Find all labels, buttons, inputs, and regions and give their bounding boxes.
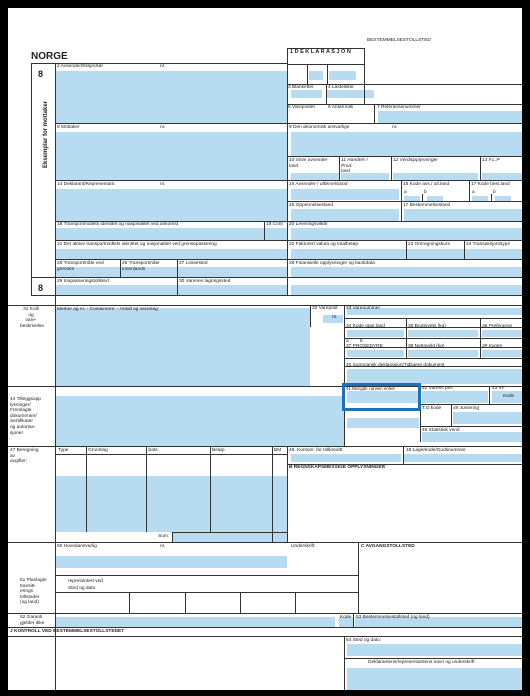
f34-label: 34 Kode oppr.land — [346, 324, 385, 329]
f27-label: 27 Lossested — [179, 261, 208, 266]
field-10[interactable] — [291, 173, 339, 180]
f36-label: 36 Preferanse — [482, 324, 513, 329]
f30-label: 30 Varenes lagringssted — [179, 279, 231, 284]
f17-a-label: a — [472, 190, 475, 195]
f15-b-label: b — [424, 190, 427, 195]
f40-label: 40 Summarisk deklarasjon/Tidligere dokument — [346, 363, 445, 368]
marks-label: Merker og nr. - Containernr. - Antall og vareslag — [57, 307, 158, 312]
f39-label: 39 Kvoter — [482, 344, 503, 349]
f51-label: 51 Planlagte transitt- erings tollsteder (og land) — [20, 578, 47, 606]
office-a-label: BESTEMMELSESTOLLSTED — [367, 38, 431, 43]
f15a-label: 15 Kode avs./ utl.land — [403, 182, 450, 187]
field-40[interactable] — [347, 369, 522, 384]
field-34[interactable] — [347, 330, 404, 337]
vareposter-field[interactable] — [291, 90, 322, 98]
type-label: Type — [58, 448, 69, 453]
f20-label: 20 Leveringsvilkår — [289, 222, 328, 227]
blanketter-label: 3 Blanketter — [288, 85, 314, 90]
field-44[interactable] — [55, 396, 344, 446]
f26-label: 26 Transportmåte innenlands — [122, 261, 160, 272]
f41-label: 41 Mengde i annen enhet — [346, 386, 395, 391]
f13-label: 13 F.L.P — [482, 158, 500, 163]
todkode-label: T.O.kode — [422, 406, 442, 411]
receiver-nr-label: nr. — [160, 125, 166, 130]
field-37[interactable] — [347, 350, 404, 357]
f47-label: 47 Beregning av avgifter: — [10, 448, 39, 465]
f17-b-label: b — [493, 190, 496, 195]
f53-label: 53 Bestemmelsestollsted (og land) — [356, 615, 430, 620]
f46-label: 46 Statistisk verdi — [422, 428, 460, 433]
economic-label: 9 Den økonomisk ansvarlige — [289, 125, 350, 130]
f18-label: 18 Transportmidlets identitet og nasjonalitet ved ankomst — [57, 222, 179, 227]
grunnlag-label: Grunnlag — [88, 448, 108, 453]
f15-a-label: a — [404, 190, 407, 195]
side-label: Eksemplar for mottaker — [43, 100, 49, 168]
f19-label: 19 Cont — [266, 222, 283, 227]
f12-label: 12 Verdiopplysninger — [393, 158, 438, 163]
declarant-nr-label: nr. — [160, 182, 166, 187]
field-38[interactable] — [408, 350, 478, 357]
f43-label: 43 VF — [492, 386, 505, 391]
sum-label: Sum: — [158, 534, 170, 539]
receiver-label: 8 Mottaker — [57, 125, 80, 130]
f54b-label: Deklarantens/representantens navn og underskrift: — [368, 660, 476, 665]
country-label: NORGE — [31, 51, 68, 62]
place-date-label: Sted og dato: — [68, 586, 97, 591]
declarant-field[interactable] — [55, 189, 287, 221]
sender-nr-label: nr. — [160, 64, 166, 69]
field-42[interactable] — [422, 391, 488, 403]
antall-kolli-field[interactable] — [326, 90, 374, 98]
field-45[interactable] — [453, 412, 522, 424]
tax-calc-field[interactable] — [55, 476, 287, 532]
f17a-label: 17 Kode best.land — [471, 182, 510, 187]
field-50[interactable] — [55, 556, 287, 568]
referansenummer-label: 7 Referansenummer — [377, 105, 421, 110]
f54-label: 54 Sted og dato: — [346, 638, 382, 643]
declaration-title: 1 D E K L A R A S J O N — [290, 49, 351, 55]
f50-nr-label: nr. — [160, 544, 166, 549]
field-12[interactable] — [393, 173, 478, 180]
copy-number-bottom: 8 — [38, 283, 44, 293]
f21-label: 21 Det aktive transportmidlets identitet og nasjonalitet ved grensepassering — [57, 242, 217, 247]
represented-label: representert ved — [68, 579, 103, 584]
field-35[interactable] — [408, 330, 478, 337]
fj-label: J KONTROLL VED BESTEMMELSESTOLLSTEDET — [10, 629, 125, 634]
f52-label: 52 Garanti gjelder ikke — [20, 615, 45, 626]
underskrift-label: Underskrift: — [291, 544, 316, 549]
f22-label: 22 Fakturert valuta og totalbeløp — [289, 242, 359, 247]
f32-label: 32 Varepost — [312, 306, 338, 311]
f42-label: 42 Varens pris — [422, 386, 453, 391]
vareposter-label: 5 Vareposter — [288, 105, 316, 110]
kode-label: Kode — [340, 615, 352, 620]
field-13[interactable] — [482, 173, 522, 180]
f16-label: 16 Opprinnelsesland — [289, 203, 334, 208]
f33-label: 33 Varenummer — [346, 306, 381, 311]
f17-label: 17 Bestemmelsesland — [403, 203, 451, 208]
sum-field[interactable] — [172, 532, 287, 542]
f28-label: 28 Finansielle opplysninger og bankdata — [289, 261, 375, 266]
field-52[interactable] — [55, 617, 335, 627]
f38-label: 38 Nettovekt (kg) — [408, 344, 445, 349]
sender-label: 2 Avsender/Eksportør — [57, 64, 104, 69]
field-28[interactable] — [291, 267, 522, 277]
declarant-label: 14 Deklarant/Representant — [57, 182, 115, 187]
f24-label: 24 Transaksjonstype — [466, 242, 510, 247]
field-17[interactable] — [404, 209, 522, 221]
field-48[interactable] — [291, 454, 401, 462]
bm-label: BM — [274, 448, 282, 453]
field-18[interactable] — [55, 228, 287, 240]
field-28-lower[interactable] — [291, 285, 522, 295]
f15-label: 15 Avsender-/ utførselsland — [289, 182, 348, 187]
f43-code-label: Kode — [503, 394, 515, 399]
f31-label: 31 Kolli og vare- beskrivelse — [20, 307, 44, 329]
f34b-label: b — [360, 339, 363, 344]
f48-label: 48. Kontonr. for tollkreditt — [289, 448, 343, 453]
todkode-field[interactable] — [347, 418, 419, 428]
f10-label: 10 Siste avsender- land — [289, 158, 329, 169]
customs-declaration-form — [8, 8, 522, 690]
f49-label: 49 Lagerkode/Godsnummer — [406, 448, 466, 453]
receiver-field[interactable] — [55, 132, 287, 180]
field-15[interactable] — [291, 189, 399, 200]
f32-nr-label: nr. — [332, 315, 338, 320]
f29-label: 29 Innpasseringstollsted — [57, 279, 109, 284]
goods-description-field[interactable] — [55, 308, 310, 386]
f34a-label: a — [346, 339, 349, 344]
economic-nr-label: nr. — [392, 125, 398, 130]
sats-label: Sats — [148, 448, 158, 453]
f37-label: 37 PROSEDYRE — [346, 344, 383, 349]
field-39[interactable] — [482, 350, 522, 357]
f11-label: 11 Handels-/ Prod.- land — [341, 158, 368, 175]
fb-label: B REGNSKAPSMESSIGE OPPLYSNINGER — [289, 465, 386, 470]
referansenummer-field[interactable] — [378, 111, 522, 123]
f35-label: 35 Bruttovekt (kg) — [408, 324, 446, 329]
sender-field[interactable] — [55, 71, 287, 123]
blanketter-field[interactable] — [309, 71, 323, 80]
field-36[interactable] — [482, 330, 522, 337]
field-54-signature[interactable] — [347, 668, 522, 690]
field-16[interactable] — [291, 209, 399, 221]
field-54-date[interactable] — [347, 644, 522, 656]
field-49[interactable] — [404, 454, 522, 462]
lastelister-field[interactable] — [329, 71, 356, 80]
f25-label: 25 Transportmåte ved grensen — [57, 261, 104, 272]
f50-label: 50 Hovedansvarlig — [57, 544, 97, 549]
lastelister-label: 4 Lastelister — [328, 85, 354, 90]
field-21[interactable] — [55, 249, 287, 259]
f23-label: 23 Omregningskurs — [408, 242, 450, 247]
fc-label: C AVGANGSTOLLSTED — [361, 544, 415, 549]
copy-number: 8 — [38, 69, 44, 79]
f45-label: 45 Justering — [453, 406, 480, 411]
economic-operator-field[interactable] — [291, 132, 522, 156]
field-29-30[interactable] — [55, 285, 287, 295]
antall-kolli-label: 6 Antall kolli — [328, 105, 354, 110]
field-20[interactable] — [291, 228, 522, 240]
belop-label: Beløp — [212, 448, 225, 453]
f44-label: 44 Tilleggsopp lysninger/ Fremlagte dokumenter/ Sertifikater og autorisa- sjoner — [10, 397, 41, 436]
